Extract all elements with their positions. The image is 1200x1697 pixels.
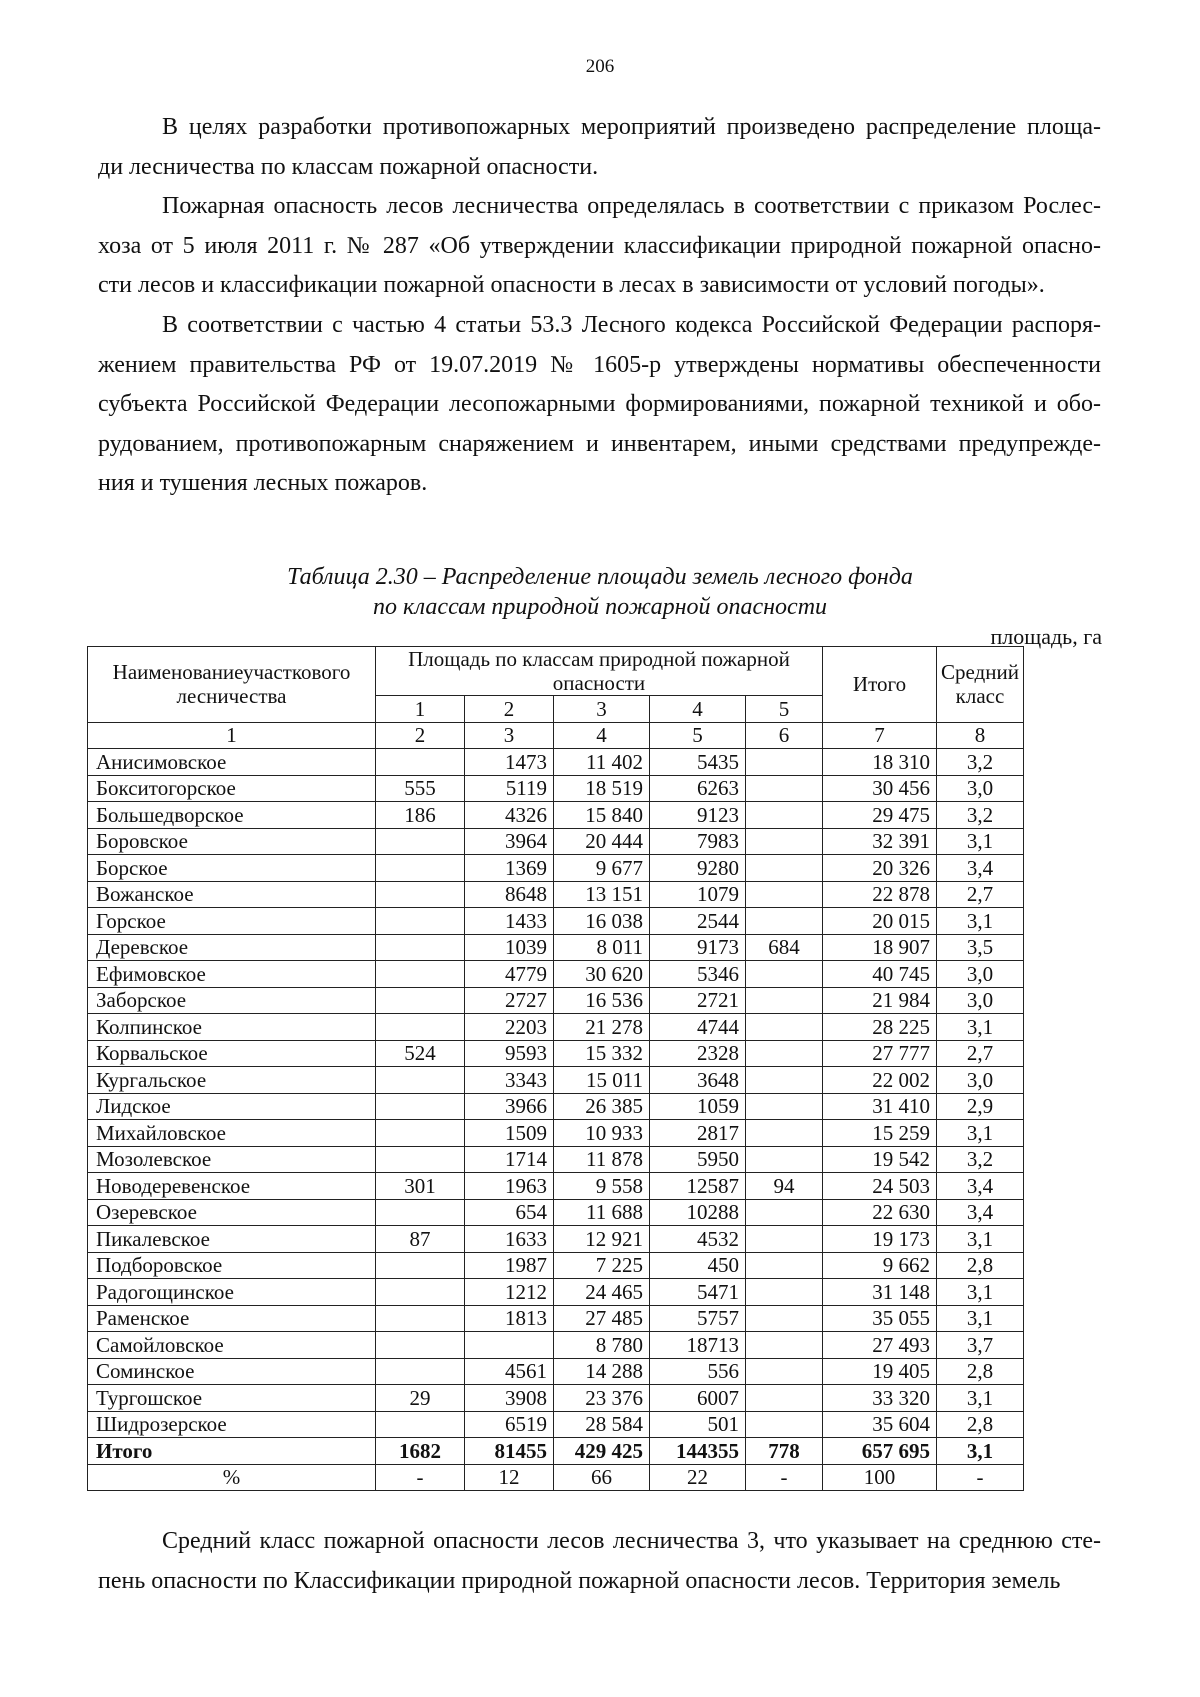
table-cell: 7983 xyxy=(650,828,746,855)
table-row xyxy=(88,1226,1024,1253)
table-cell: 9 558 xyxy=(554,1173,650,1200)
paragraph-line: Пожарная опасность лесов лесничества определялась в соответствии с приказом Рослес- xyxy=(162,193,1101,219)
table-row xyxy=(88,1120,1024,1147)
table-cell xyxy=(376,855,465,882)
table-cell: 22 002 xyxy=(823,1067,937,1094)
table-cell: 3648 xyxy=(650,1067,746,1094)
table-cell: 24 465 xyxy=(554,1279,650,1306)
table-cell xyxy=(746,775,823,802)
table-cell: 7 xyxy=(823,722,937,749)
paragraph-line: ния и тушения лесных пожаров. xyxy=(98,470,428,496)
table-row xyxy=(88,1305,1024,1332)
table-cell xyxy=(746,855,823,882)
table-row xyxy=(88,961,1024,988)
table-cell: 94 xyxy=(746,1173,823,1200)
table-cell: 9123 xyxy=(650,802,746,829)
table-cell: 6519 xyxy=(465,1411,554,1438)
table-cell xyxy=(746,1358,823,1385)
paragraph-2 xyxy=(98,187,1101,306)
table-cell: 3,7 xyxy=(937,1332,1024,1359)
table-caption xyxy=(0,562,1200,622)
table-cell: 1059 xyxy=(650,1093,746,1120)
forestry-name-cell: Ефимовское xyxy=(88,961,376,988)
header-class-1: 1 xyxy=(376,696,465,723)
table-cell: 501 xyxy=(650,1411,746,1438)
paragraph-line: рудованием, противопожарным снаряжением и инвентарем, иными средствами предупрежде- xyxy=(98,430,1101,457)
table-cell: - xyxy=(746,1464,823,1491)
table-cell: 11 402 xyxy=(554,749,650,776)
table-cell xyxy=(746,1040,823,1067)
table-row xyxy=(88,1173,1024,1200)
table-cell: 3966 xyxy=(465,1093,554,1120)
table-cell: 450 xyxy=(650,1252,746,1279)
table-cell xyxy=(746,802,823,829)
table-cell xyxy=(746,1067,823,1094)
table-cell: 19 173 xyxy=(823,1226,937,1253)
table-cell xyxy=(746,1226,823,1253)
table-cell xyxy=(746,908,823,935)
table-cell xyxy=(376,1252,465,1279)
table-cell: 5471 xyxy=(650,1279,746,1306)
forestry-name-cell: Борское xyxy=(88,855,376,882)
table-cell: 5757 xyxy=(650,1305,746,1332)
table-cell: 684 xyxy=(746,934,823,961)
table-cell: 3,4 xyxy=(937,1173,1024,1200)
table-cell: 2,8 xyxy=(937,1358,1024,1385)
table-cell: 27 485 xyxy=(554,1305,650,1332)
table-cell: 524 xyxy=(376,1040,465,1067)
forestry-name-cell: Боровское xyxy=(88,828,376,855)
table-cell: 2,7 xyxy=(937,1040,1024,1067)
table-cell: 1813 xyxy=(465,1305,554,1332)
table-cell: 2328 xyxy=(650,1040,746,1067)
table-cell xyxy=(376,961,465,988)
table-cell xyxy=(746,749,823,776)
table-cell: 3,1 xyxy=(937,908,1024,935)
table-cell: 1212 xyxy=(465,1279,554,1306)
total-row xyxy=(88,1438,1024,1465)
table-cell xyxy=(746,987,823,1014)
table-cell: 15 840 xyxy=(554,802,650,829)
table-cell: 1433 xyxy=(465,908,554,935)
table-cell: 3,1 xyxy=(937,1014,1024,1041)
table-cell: 3964 xyxy=(465,828,554,855)
table-cell: 186 xyxy=(376,802,465,829)
table-row xyxy=(88,987,1024,1014)
table-cell: 9 677 xyxy=(554,855,650,882)
table-cell xyxy=(746,1305,823,1332)
table-cell: 81455 xyxy=(465,1438,554,1465)
table-cell: 8 011 xyxy=(554,934,650,961)
table-cell: 3,1 xyxy=(937,1226,1024,1253)
table-cell: 24 503 xyxy=(823,1173,937,1200)
table-cell: 31 148 xyxy=(823,1279,937,1306)
table-cell xyxy=(376,828,465,855)
table-cell: 16 038 xyxy=(554,908,650,935)
paragraph-line: В соответствии с частью 4 статьи 53.3 Лесного кодекса Российской Федерации распоря- xyxy=(162,312,1101,338)
table-row xyxy=(88,1199,1024,1226)
table-cell: 10288 xyxy=(650,1199,746,1226)
table-cell: 4326 xyxy=(465,802,554,829)
table-cell: 3,2 xyxy=(937,1146,1024,1173)
forestry-name-cell: Заборское xyxy=(88,987,376,1014)
table-caption-line2: по классам природной пожарной опасности xyxy=(372,594,828,620)
table-cell: 66 xyxy=(554,1464,650,1491)
table-cell xyxy=(376,1279,465,1306)
table-cell: 19 405 xyxy=(823,1358,937,1385)
fire-class-table xyxy=(87,646,1024,1491)
table-cell: 3,0 xyxy=(937,987,1024,1014)
table-cell xyxy=(376,1014,465,1041)
table-row xyxy=(88,1279,1024,1306)
table-cell: 1633 xyxy=(465,1226,554,1253)
table-caption-line1: Таблица 2.30 – Распределение площади земель лесного фонда xyxy=(287,564,913,590)
table-unit: площадь, га xyxy=(990,624,1102,649)
table-cell: 654 xyxy=(465,1199,554,1226)
paragraph-line: Средний класс пожарной опасности лесов лесничества 3, что указывает на среднюю сте- xyxy=(162,1528,1101,1554)
forestry-name-cell: Шидрозерское xyxy=(88,1411,376,1438)
table-row xyxy=(88,1385,1024,1412)
table-row xyxy=(88,1067,1024,1094)
table-cell: 10 933 xyxy=(554,1120,650,1147)
table-cell: 22 878 xyxy=(823,881,937,908)
table-row xyxy=(88,1040,1024,1067)
table-cell xyxy=(746,1411,823,1438)
forestry-name-cell: Мозолевское xyxy=(88,1146,376,1173)
table-row xyxy=(88,775,1024,802)
table-cell: 3,2 xyxy=(937,749,1024,776)
table-cell xyxy=(746,1014,823,1041)
paragraph-1 xyxy=(98,108,1101,187)
table-cell: 1079 xyxy=(650,881,746,908)
forestry-name-cell: Горское xyxy=(88,908,376,935)
table-cell: 8648 xyxy=(465,881,554,908)
table-cell: 32 391 xyxy=(823,828,937,855)
table-cell: 1714 xyxy=(465,1146,554,1173)
table-cell xyxy=(746,1146,823,1173)
paragraph-line: жением правительства РФ от 19.07.2019 № 1605-р утверждены нормативы обеспеченности xyxy=(98,351,1101,378)
table-cell xyxy=(376,1332,465,1359)
forestry-name-cell: Бокситогорское xyxy=(88,775,376,802)
table-cell xyxy=(746,1279,823,1306)
table-cell: 2203 xyxy=(465,1014,554,1041)
paragraph-3 xyxy=(98,306,1101,504)
table-cell: 23 376 xyxy=(554,1385,650,1412)
table-cell: 3,1 xyxy=(937,1438,1024,1465)
forestry-name-cell: Кургальское xyxy=(88,1067,376,1094)
forestry-name-cell: Подборовское xyxy=(88,1252,376,1279)
table-cell: 301 xyxy=(376,1173,465,1200)
table-cell: 4779 xyxy=(465,961,554,988)
table-cell xyxy=(376,1146,465,1173)
table-cell: 1682 xyxy=(376,1438,465,1465)
table-row xyxy=(88,1252,1024,1279)
table-cell: 1039 xyxy=(465,934,554,961)
table-cell: 4 xyxy=(554,722,650,749)
table-cell: 3,1 xyxy=(937,1305,1024,1332)
table-cell: 35 604 xyxy=(823,1411,937,1438)
table-cell: 40 745 xyxy=(823,961,937,988)
table-cell: 5435 xyxy=(650,749,746,776)
forestry-name-cell: Вожанское xyxy=(88,881,376,908)
forestry-name-cell: Соминское xyxy=(88,1358,376,1385)
table-cell: 28 225 xyxy=(823,1014,937,1041)
table-row xyxy=(88,1358,1024,1385)
table-cell: 1963 xyxy=(465,1173,554,1200)
table-cell: 18 310 xyxy=(823,749,937,776)
forestry-name-cell: 1 xyxy=(88,722,376,749)
table-cell: 18 519 xyxy=(554,775,650,802)
table-cell xyxy=(376,1067,465,1094)
table-row xyxy=(88,802,1024,829)
table-cell xyxy=(376,881,465,908)
paragraph-line: субъекта Российской Федерации лесопожарными формированиями, пожарной техникой и обо- xyxy=(98,391,1101,417)
table-cell: 15 259 xyxy=(823,1120,937,1147)
table-cell: 778 xyxy=(746,1438,823,1465)
table-cell: 21 984 xyxy=(823,987,937,1014)
table-cell: 2,9 xyxy=(937,1093,1024,1120)
table-cell: 6007 xyxy=(650,1385,746,1412)
table-cell xyxy=(376,1120,465,1147)
forestry-name-cell: % xyxy=(88,1464,376,1491)
forestry-name-cell: Анисимовское xyxy=(88,749,376,776)
table-cell: 26 385 xyxy=(554,1093,650,1120)
table-cell: 2,8 xyxy=(937,1252,1024,1279)
percent-row xyxy=(88,1464,1024,1491)
table-row xyxy=(88,855,1024,882)
header-class-2: 2 xyxy=(465,696,554,723)
table-cell: 2727 xyxy=(465,987,554,1014)
table-cell: 7 225 xyxy=(554,1252,650,1279)
table-cell xyxy=(376,1305,465,1332)
table-cell xyxy=(746,961,823,988)
forestry-name-cell: Итого xyxy=(88,1438,376,1465)
table-cell xyxy=(376,1093,465,1120)
table-cell: 1509 xyxy=(465,1120,554,1147)
table-cell: 1473 xyxy=(465,749,554,776)
table-cell: 14 288 xyxy=(554,1358,650,1385)
table-cell: 3,5 xyxy=(937,934,1024,961)
table-cell xyxy=(746,1252,823,1279)
table-cell: 8 xyxy=(937,722,1024,749)
table-cell: 3,0 xyxy=(937,775,1024,802)
table-cell: 87 xyxy=(376,1226,465,1253)
forestry-name-cell: Корвальское xyxy=(88,1040,376,1067)
table-cell: 4744 xyxy=(650,1014,746,1041)
table-cell: 6263 xyxy=(650,775,746,802)
forestry-name-cell: Деревское xyxy=(88,934,376,961)
table-row xyxy=(88,1146,1024,1173)
table-cell: 19 542 xyxy=(823,1146,937,1173)
table-cell: 18 907 xyxy=(823,934,937,961)
forestry-name-cell: Озеревское xyxy=(88,1199,376,1226)
table-cell: 3,4 xyxy=(937,855,1024,882)
table-row xyxy=(88,1411,1024,1438)
table-cell: 16 536 xyxy=(554,987,650,1014)
table-cell: 22 xyxy=(650,1464,746,1491)
table-cell: 556 xyxy=(650,1358,746,1385)
table-row xyxy=(88,908,1024,935)
table-cell: 2,7 xyxy=(937,881,1024,908)
table-cell xyxy=(746,881,823,908)
table-cell: 657 695 xyxy=(823,1438,937,1465)
table-cell: 30 620 xyxy=(554,961,650,988)
paragraph-line: ди лесничества по классам пожарной опасности. xyxy=(98,153,599,180)
header-class-3: 3 xyxy=(554,696,650,723)
table-cell: 20 444 xyxy=(554,828,650,855)
table-cell: 27 493 xyxy=(823,1332,937,1359)
table-row xyxy=(88,1332,1024,1359)
table-cell: 2,8 xyxy=(937,1411,1024,1438)
table-cell: 27 777 xyxy=(823,1040,937,1067)
forestry-name-cell: Новодеревенское xyxy=(88,1173,376,1200)
table-cell: 100 xyxy=(823,1464,937,1491)
table-cell: 11 878 xyxy=(554,1146,650,1173)
table-cell: 3,1 xyxy=(937,1385,1024,1412)
table-cell: 3,1 xyxy=(937,828,1024,855)
table-cell: 2721 xyxy=(650,987,746,1014)
table-cell: 5346 xyxy=(650,961,746,988)
header-name: Наименованиеучасткового лесничества xyxy=(88,647,376,723)
table-cell: 33 320 xyxy=(823,1385,937,1412)
table-cell: 2544 xyxy=(650,908,746,935)
table-cell xyxy=(746,828,823,855)
table-cell: 3343 xyxy=(465,1067,554,1094)
table-cell: 9280 xyxy=(650,855,746,882)
header-total: Итого xyxy=(823,647,937,723)
table-cell xyxy=(746,1385,823,1412)
table-cell: 1369 xyxy=(465,855,554,882)
table-cell xyxy=(376,749,465,776)
table-cell: 5119 xyxy=(465,775,554,802)
forestry-name-cell: Михайловское xyxy=(88,1120,376,1147)
table-cell: 28 584 xyxy=(554,1411,650,1438)
table-cell: 12587 xyxy=(650,1173,746,1200)
table-cell: 2 xyxy=(376,722,465,749)
forestry-name-cell: Колпинское xyxy=(88,1014,376,1041)
table-cell: 5 xyxy=(650,722,746,749)
table-cell: 8 780 xyxy=(554,1332,650,1359)
header-class-4: 4 xyxy=(650,696,746,723)
paragraph-line: хоза от 5 июля 2011 г. № 287 «Об утверждении классификации природной пожарной опасно- xyxy=(98,232,1101,259)
paragraph-line: сти лесов и классификации пожарной опасности в лесах в зависимости от условий погоды». xyxy=(98,272,1045,298)
column-number-row xyxy=(88,722,1024,749)
table-row xyxy=(88,934,1024,961)
table-cell: 15 332 xyxy=(554,1040,650,1067)
table-cell xyxy=(376,934,465,961)
table-cell: 18713 xyxy=(650,1332,746,1359)
page-number: 206 xyxy=(585,56,615,77)
table-cell: 11 688 xyxy=(554,1199,650,1226)
table-cell: 1987 xyxy=(465,1252,554,1279)
forestry-name-cell: Тургошское xyxy=(88,1385,376,1412)
table-cell: 144355 xyxy=(650,1438,746,1465)
table-cell: 29 xyxy=(376,1385,465,1412)
table-cell: 3,2 xyxy=(937,802,1024,829)
table-cell: 20 326 xyxy=(823,855,937,882)
table-row xyxy=(88,828,1024,855)
table-row xyxy=(88,749,1024,776)
table-cell: 3,0 xyxy=(937,1067,1024,1094)
paragraph-4 xyxy=(98,1522,1101,1601)
table-cell: 31 410 xyxy=(823,1093,937,1120)
table-row xyxy=(88,1014,1024,1041)
table-cell: 12 xyxy=(465,1464,554,1491)
table-cell: 4561 xyxy=(465,1358,554,1385)
table-cell: 5950 xyxy=(650,1146,746,1173)
header-average-class: Средний класс xyxy=(937,647,1024,723)
table-cell: 3 xyxy=(465,722,554,749)
table-cell xyxy=(746,1093,823,1120)
table-cell: 9 662 xyxy=(823,1252,937,1279)
paragraph-line: пень опасности по Классификации природной пожарной опасности лесов. Территория земель xyxy=(98,1567,1061,1594)
table-cell xyxy=(376,1199,465,1226)
forestry-name-cell: Раменское xyxy=(88,1305,376,1332)
table-cell: 15 011 xyxy=(554,1067,650,1094)
paragraph-line: В целях разработки противопожарных мероприятий произведено распределение площа- xyxy=(162,114,1101,140)
table-cell: 21 278 xyxy=(554,1014,650,1041)
table-cell: 13 151 xyxy=(554,881,650,908)
table-cell: 3,1 xyxy=(937,1120,1024,1147)
table-cell xyxy=(746,1332,823,1359)
table-cell: - xyxy=(937,1464,1024,1491)
table-cell xyxy=(376,1358,465,1385)
table-cell xyxy=(746,1199,823,1226)
table-cell xyxy=(376,1411,465,1438)
table-cell: 3,4 xyxy=(937,1199,1024,1226)
forestry-name-cell: Лидское xyxy=(88,1093,376,1120)
table-cell xyxy=(376,987,465,1014)
table-cell: 9593 xyxy=(465,1040,554,1067)
table-row xyxy=(88,1093,1024,1120)
forestry-name-cell: Радогощинское xyxy=(88,1279,376,1306)
header-area-group: Площадь по классам природной пожарной опасности xyxy=(376,647,823,696)
table-cell: 35 055 xyxy=(823,1305,937,1332)
table-cell: 30 456 xyxy=(823,775,937,802)
table-cell: 20 015 xyxy=(823,908,937,935)
header-class-5: 5 xyxy=(746,696,823,723)
table-cell: 3908 xyxy=(465,1385,554,1412)
table-cell: 9173 xyxy=(650,934,746,961)
forestry-name-cell: Большедворское xyxy=(88,802,376,829)
forestry-name-cell: Пикалевское xyxy=(88,1226,376,1253)
table-cell: 555 xyxy=(376,775,465,802)
table-cell xyxy=(376,908,465,935)
table-cell: 3,0 xyxy=(937,961,1024,988)
table-cell: 6 xyxy=(746,722,823,749)
forestry-name-cell: Самойловское xyxy=(88,1332,376,1359)
table-cell: 2817 xyxy=(650,1120,746,1147)
table-cell: 429 425 xyxy=(554,1438,650,1465)
table-cell: 12 921 xyxy=(554,1226,650,1253)
table-cell: 4532 xyxy=(650,1226,746,1253)
table-cell: 3,1 xyxy=(937,1279,1024,1306)
table-cell xyxy=(746,1120,823,1147)
table-cell: 29 475 xyxy=(823,802,937,829)
table-cell: 22 630 xyxy=(823,1199,937,1226)
table-row xyxy=(88,881,1024,908)
table-cell xyxy=(465,1332,554,1359)
table-cell: - xyxy=(376,1464,465,1491)
